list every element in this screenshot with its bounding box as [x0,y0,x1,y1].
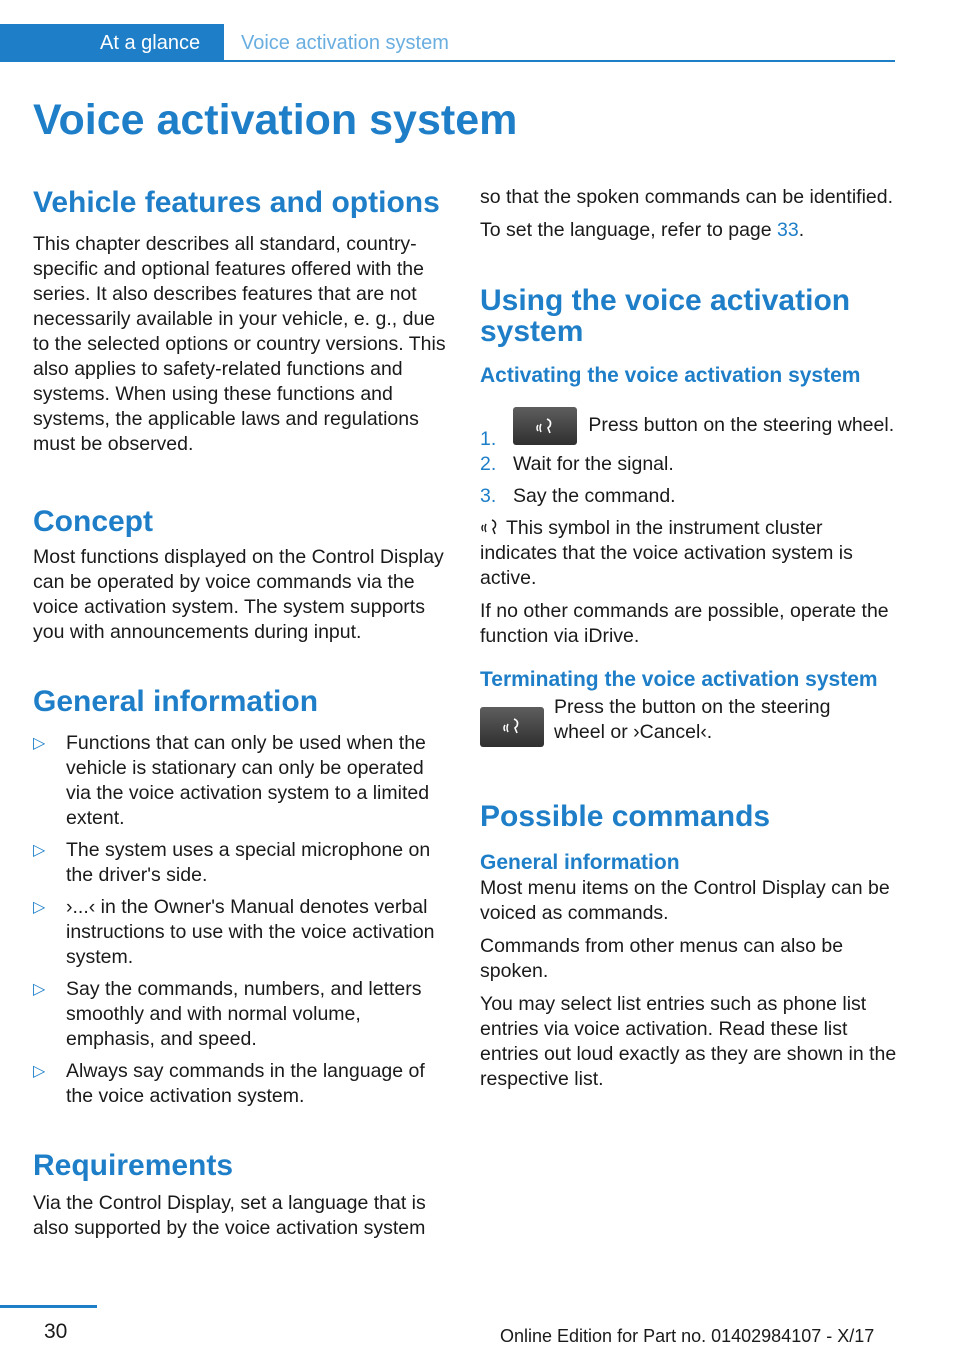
paragraph-symbol: This symbol in the instrument cluster indicates that the voice activation system is active. [480,517,853,589]
heading-possible-commands: Possible commands [480,800,771,833]
bullet-triangle-icon: ▷ [33,899,46,916]
voice-button-icon [480,707,544,747]
paragraph-concept: Most functions displayed on the Control Display can be operated by voice commands via the voice activation system. The system supports you with announcements during input. [33,546,444,643]
header-tab[interactable] [0,24,224,62]
heading-using-voice-activation: Using the voice activation system [480,284,851,348]
bullet-triangle-icon: ▷ [33,1063,46,1080]
step-item: 1. Press button on the steering wheel. [480,401,900,445]
footer-edition: Online Edition for Part no. 01402984107 - X/17 [500,1326,875,1346]
heading-terminating: Terminating the voice activation system [480,668,878,691]
paragraph-general-2: Commands from other menus can also be spoken. [480,935,844,982]
right-column [480,185,900,1100]
heading-activating: Activating the voice activation system [480,364,861,387]
voice-symbol-icon [480,518,502,536]
heading-vehicle-features: Vehicle features and options [33,186,440,219]
bullet-triangle-icon: ▷ [33,981,46,998]
page-number: 30 [44,1320,68,1343]
page-link[interactable]: 33 [777,219,799,241]
heading-requirements: Requirements [33,1149,234,1182]
step-item: 2. Wait for the signal. [480,453,674,475]
header-tab-label: At a glance [100,32,201,54]
paragraph-general-1: Most menu items on the Control Display can be voiced as commands. [480,877,890,924]
paragraph-continued: so that the spoken commands can be identified. [480,186,894,208]
paragraph-requirements: Via the Control Display, set a language that is also supported by the voice activation system [33,1192,426,1239]
bullet-triangle-icon: ▷ [33,842,46,859]
terminating-block [480,696,900,763]
paragraph-language: To set the language, refer to page 33. [480,219,805,241]
list-item: ▷ Say the commands, numbers, and letters smoothly and with normal volume, emphasis, and speed. [33,978,422,1050]
voice-button-icon [513,407,577,445]
heading-concept: Concept [33,505,153,538]
paragraph-no-commands: If no other commands are possible, operate the function via iDrive. [480,600,889,647]
page-title: Voice activation system [33,96,518,144]
list-item: ▷ Always say commands in the language of the voice activation system. [33,1060,425,1107]
paragraph-vehicle-features: This chapter describes all standard, country-specific and optional features offered with the series. It also describes features that are not necessarily available in your vehicle, e. g., due to the selected options or country versions. This also applies to safety-related functions and systems. When using these functions and systems, the applicable laws and regulations must be observed. [33,233,446,455]
step-item: 3. Say the command. [480,485,676,507]
bullet-triangle-icon: ▷ [33,735,46,752]
heading-general-information: General information [33,685,319,718]
list-item: ▷ The system uses a special microphone on the driver's side. [33,839,431,886]
footer-rule [0,1305,97,1308]
list-item: ▷ ›...‹ in the Owner's Manual denotes verbal instructions to use with the voice activation system. [33,896,435,968]
heading-general-information-2: General information [480,851,680,874]
left-column [33,182,453,1249]
paragraph-terminating: Press the button on the steering wheel or ›Cancel‹. [554,696,831,743]
activation-steps [480,401,900,509]
general-bullet-list [33,731,453,1109]
paragraph-general-3: You may select list entries such as phone list entries via voice activation. Read these list entries out loud exactly as they are shown in the respective list. [480,993,897,1090]
header-section[interactable]: Voice activation system [241,32,449,54]
list-item: ▷ Functions that can only be used when the vehicle is stationary can only be operated via the voice activation system to a limited extent. [33,732,430,829]
